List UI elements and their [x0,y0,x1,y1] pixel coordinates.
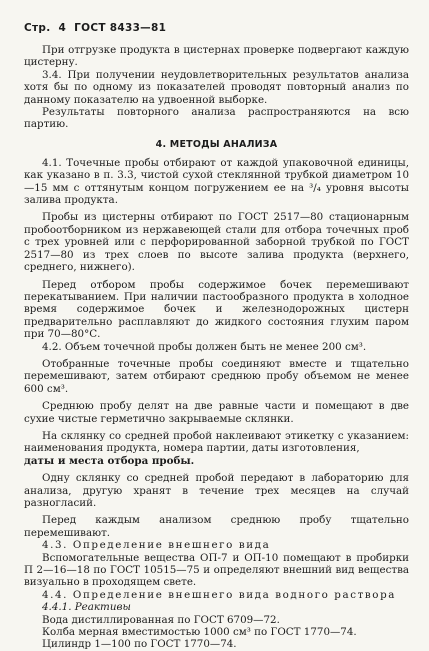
standard-number: ГОСТ 8433—81 [74,22,167,34]
paragraph: Одну склянку со средней пробой передают в лабораторию для анализа, другую хранят в течение трех месяцев на случай разногласий. [24,472,409,509]
subsection-heading: 4.4.1. Реактивы [42,601,131,614]
paragraph-bold-line: даты и места отбора пробы. [24,454,195,467]
paragraph: Вспомогательные вещества ОП-7 и ОП-10 помещают в пробирки П 2—16—18 по ГОСТ 10515—75 и определяют внешний вид вещества визуально в проходящем свете. [24,551,409,589]
subsection-heading: 4.3. Определение внешнего вида [42,539,271,552]
paragraph: Перед каждым анализом среднюю пробу тщательно перемешивают. [24,514,409,539]
paragraph: 3.4. При получении неудовлетворительных результатов анализа хотя бы по одному из показателей проводят повторный анализ по данному показателю на удвоенной выборке. [24,68,409,106]
paragraph: Пробы из цистерны отбирают по ГОСТ 2517—80 стационарным пробоотборником из нержавеющей стали для отбора точечных проб с трех уровней или с перфорированной заборной трубкой по ГОСТ 2517—80 из трех слоев по высоте залива продукта (верхнего, среднего, нижнего). [24,211,409,274]
list-item: Вода дистиллированная по ГОСТ 6709—72. [42,613,280,626]
paragraph: Отобранные точечные пробы соединяют вместе и тщательно перемешивают, затем отбирают среднюю пробу объемом не менее 600 см³. [24,357,409,395]
section-title: 4. МЕТОДЫ АНАЛИЗА [155,138,278,150]
list-item: Цилиндр 1—100 по ГОСТ 1770—74. [42,638,237,651]
subsection-heading: 4.4. Определение внешнего вида водного раствора [42,588,397,601]
paragraph: 4.1. Точечные пробы отбирают от каждой упаковочной единицы, как указано в п. 3.3, чистой сухой стеклянной трубкой диаметром 10—15 мм с оттянутым концом погружением ее на ³/₄ уровня высоты залива продукта. [24,156,409,207]
paragraph: Перед отбором пробы содержимое бочек перемешивают перекатыванием. При наличии пастообразного продукта в холодное время содержимое бочек и железнодорожных цистерн предварительно расплавляют до жидкого состояния глухим паром при 70—80°С. [24,278,409,341]
paragraph: Результаты повторного анализа распространяются на всю партию. [24,106,409,131]
list-item: Колба мерная вместимостью 1000 см³ по ГОСТ 1770—74. [42,626,357,639]
page-label: Стр. [24,22,51,34]
paragraph: На склянку со средней пробой наклеивают этикетку с указанием: наименования продукта, номера партии, даты изготовления, [24,429,409,455]
page-number: 4 [58,22,67,34]
paragraph: 4.2. Объем точечной пробы должен быть не менее 200 см³. [42,340,367,353]
paragraph: При отгрузке продукта в цистернах проверке подвергают каждую цистерну. [24,44,409,69]
paragraph: Среднюю пробу делят на две равные части и помещают в две сухие чистые герметично закрываемые склянки. [24,400,409,425]
page-header [24,22,409,36]
